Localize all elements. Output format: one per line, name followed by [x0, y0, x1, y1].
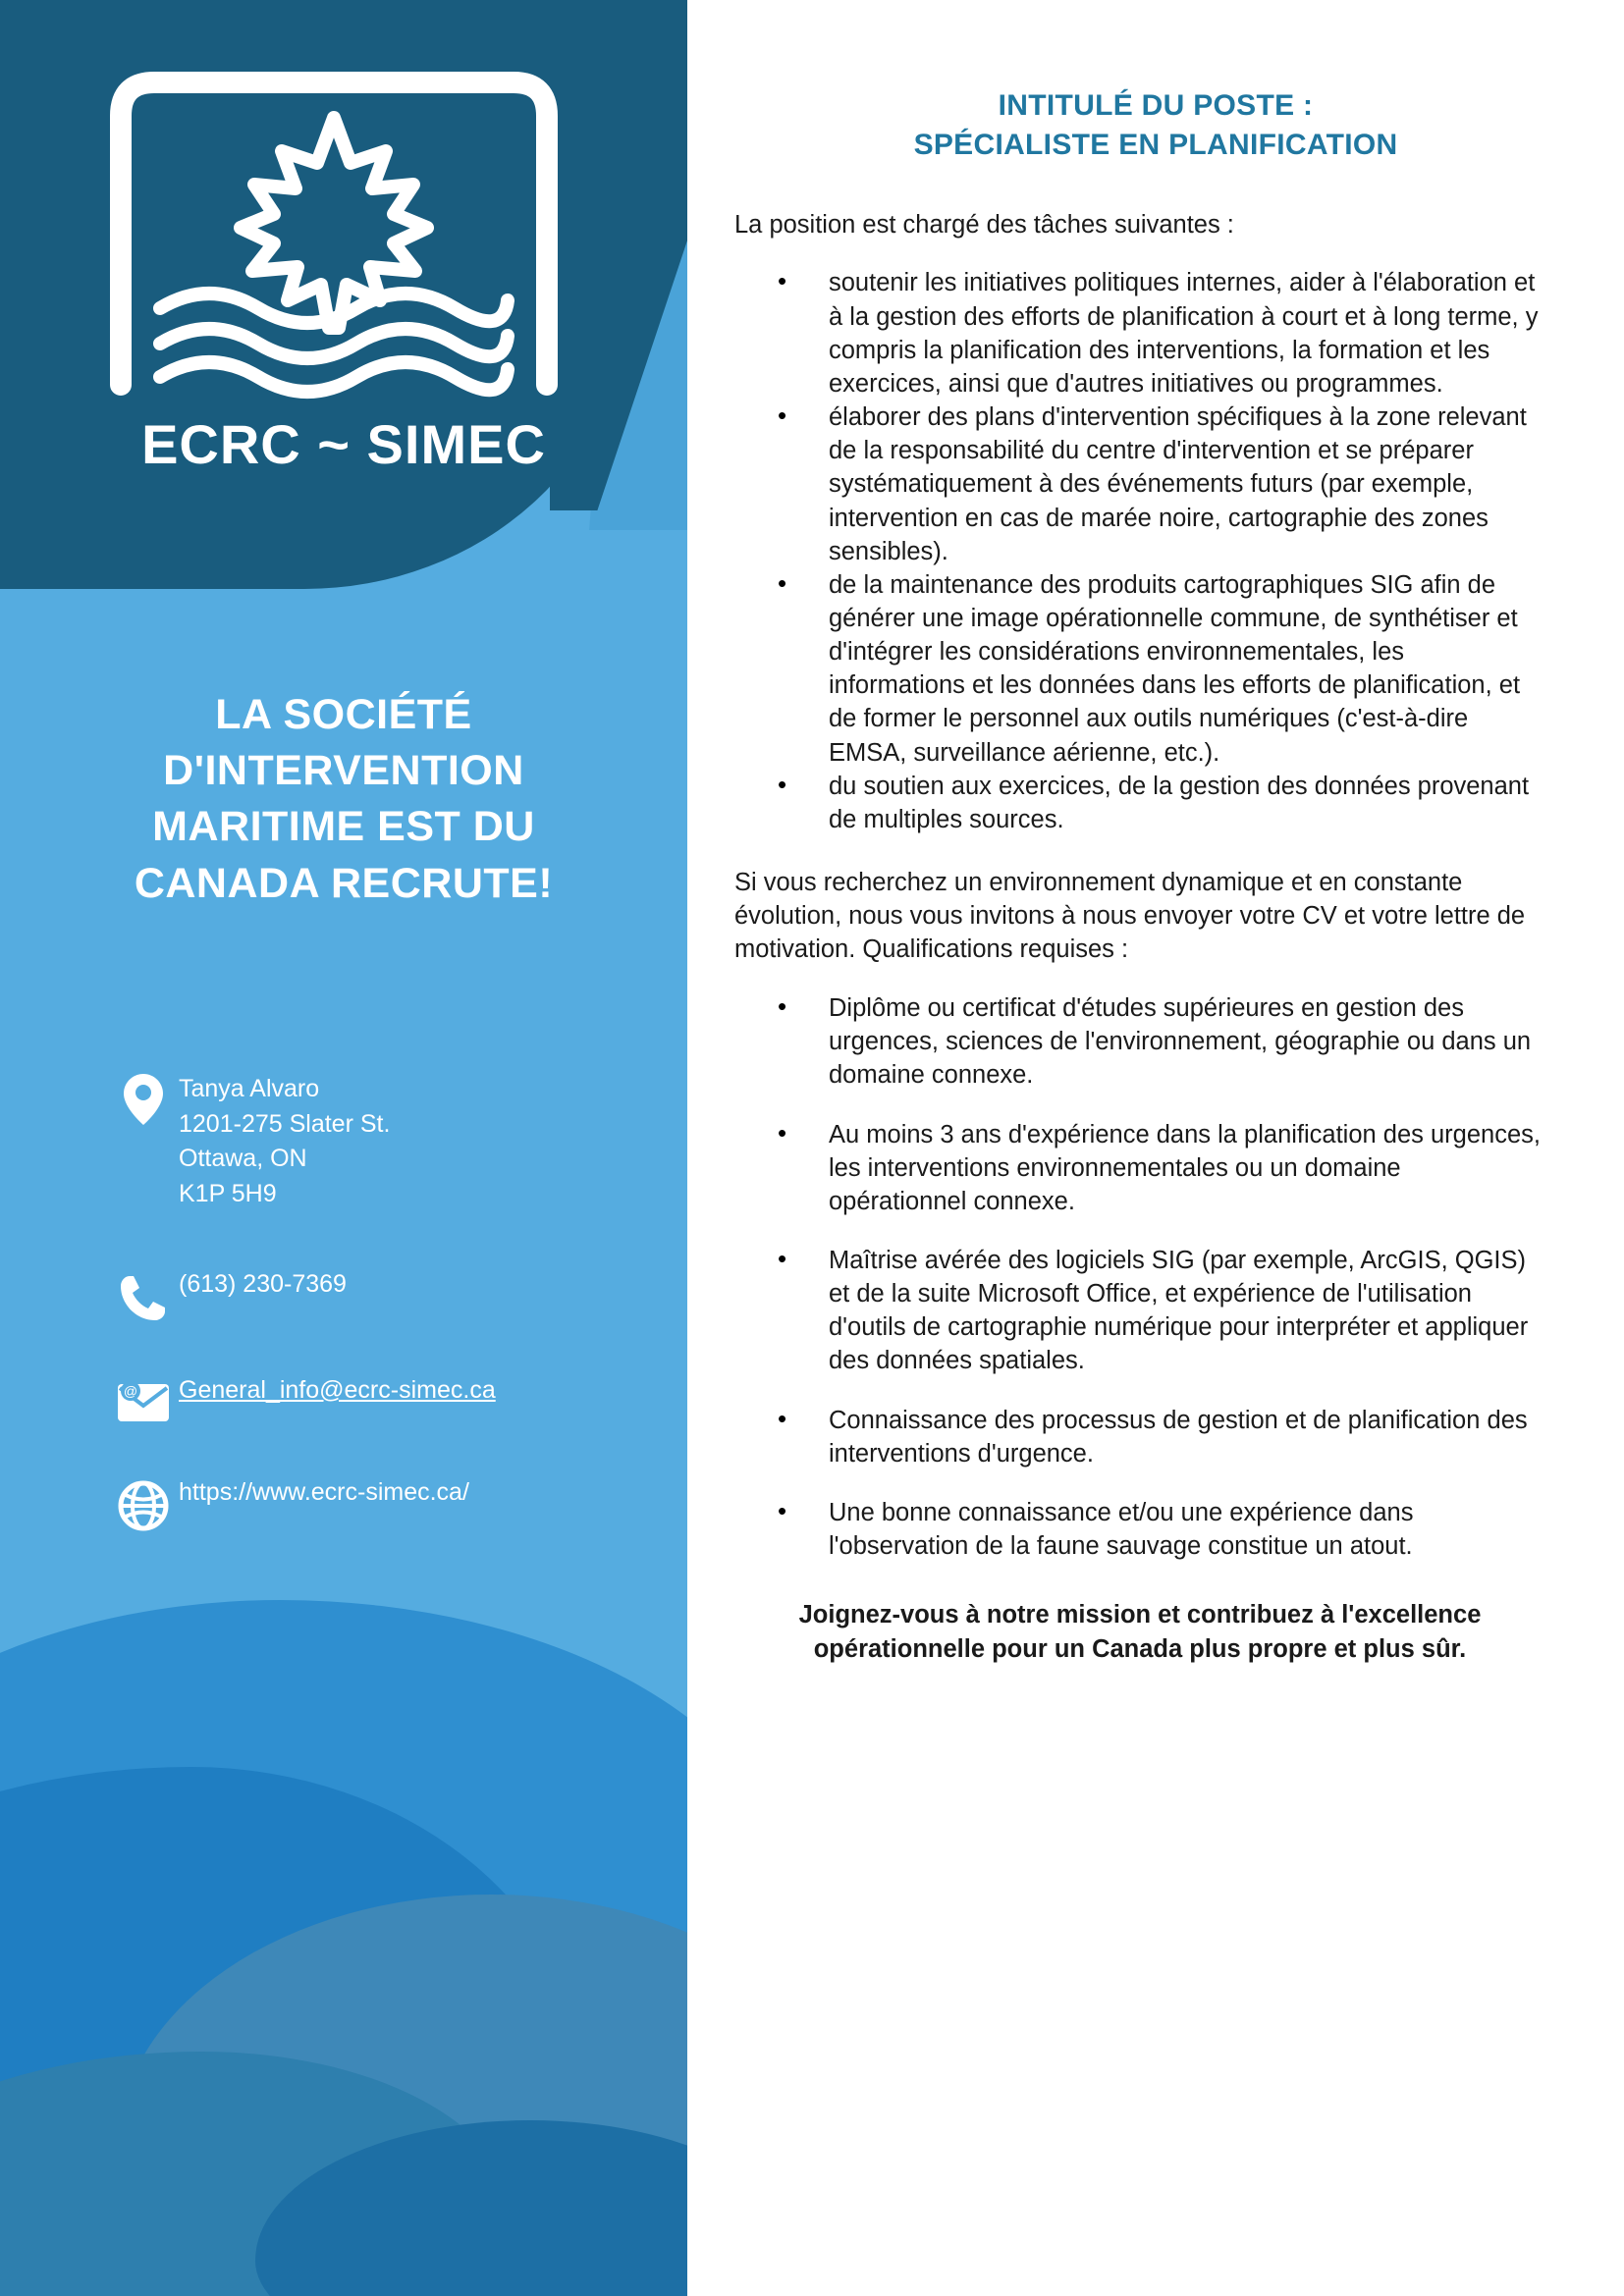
logo-mark-icon — [103, 61, 565, 414]
task-item: • du soutien aux exercices, de la gestion des données provenant de multiples sources. — [734, 770, 1545, 836]
contact-website-url[interactable]: https://www.ecrc-simec.ca/ — [179, 1478, 469, 1506]
contact-email-row[interactable] — [108, 1376, 619, 1425]
contact-address-line1: 1201-275 Slater St. — [179, 1109, 391, 1138]
task-item: • soutenir les initiatives politiques internes, aider à l'élaboration et à la gestion des efforts de planification à court et à long terme, y compris la planification des interventions, la formation et les exercices, ainsi que d'autres initiatives ou programmes. — [734, 266, 1545, 400]
job-body — [734, 208, 1545, 1667]
contact-block — [108, 1070, 619, 1584]
contact-name: Tanya Alvaro — [179, 1075, 320, 1102]
qualification-item: • Maîtrise avérée des logiciels SIG (par exemple, ArcGIS, QGIS) et de la suite Microsoft Office, et expérience de l'utilisation d'outils de cartographie numérique pour interpréter et appliquer des données spatiales. — [734, 1244, 1545, 1378]
tasks-list — [734, 266, 1545, 836]
ecrc-simec-logo — [103, 61, 565, 414]
qualification-item: • Au moins 3 ans d'expérience dans la planification des urgences, les interventions environnementales ou un domaine opérationnel connexe. — [734, 1118, 1545, 1218]
qualification-item: • Connaissance des processus de gestion et de planification des interventions d'urgence. — [734, 1404, 1545, 1470]
svg-text:@: @ — [123, 1383, 138, 1399]
recruitment-headline: LA SOCIÉTÉ D'INTERVENTION MARITIME EST DU CANADA RECRUTE! — [134, 691, 554, 907]
globe-icon — [108, 1478, 179, 1531]
tasks-intro: La position est chargé des tâches suivantes : — [734, 210, 1234, 239]
sidebar — [0, 0, 687, 2296]
contact-phone-row[interactable] — [108, 1270, 619, 1323]
closing-statement: Joignez-vous à notre mission et contribuez à l'excellence opérationnelle pour un Canada plus propre et plus sûr. — [798, 1601, 1482, 1663]
contact-address-line3: K1P 5H9 — [179, 1179, 277, 1207]
location-pin-icon — [108, 1070, 179, 1127]
contact-website-row[interactable] — [108, 1478, 619, 1531]
contact-phone-number[interactable]: (613) 230-7369 — [179, 1270, 347, 1298]
envelope-at-icon — [108, 1376, 179, 1425]
application-invitation: Si vous recherchez un environnement dynamique et en constante évolution, nous vous invitons à nous envoyer votre CV et votre lettre de motivation. Qualifications requises : — [734, 869, 1526, 964]
contact-address-line2: Ottawa, ON — [179, 1145, 307, 1172]
qualification-item: • Une bonne connaissance et/ou une expérience dans l'observation de la faune sauvage constitue un atout. — [734, 1496, 1545, 1563]
job-title-line2: SPÉCIALISTE EN PLANIFICATION — [913, 128, 1398, 161]
logo-wordmark: ECRC ~ SIMEC — [141, 413, 546, 475]
task-item: • de la maintenance des produits cartographiques SIG afin de générer une image opérationnelle commune, de synthétiser et d'intégrer les considérations environnementales, les informations et les données dans les efforts de planification, et de former le personnel aux outils numériques (c'est-à-dire EMSA, surveillance aérienne, etc.). — [734, 568, 1545, 770]
contact-email-link[interactable]: General_info@ecrc-simec.ca — [179, 1376, 496, 1404]
job-title-line1: INTITULÉ DU POSTE : — [998, 89, 1314, 122]
task-item: • élaborer des plans d'intervention spécifiques à la zone relevant de la responsabilité du centre d'intervention et se préparer systématiquement à des événements futurs (par exemple, intervention en cas de marée noire, cartographie des zones sensibles). — [734, 400, 1545, 568]
contact-address-row — [108, 1070, 619, 1211]
qualification-item: • Diplôme ou certificat d'études supérieures en gestion des urgences, sciences de l'environnement, géographie ou dans un domaine connexe. — [734, 991, 1545, 1092]
contact-address — [179, 1070, 390, 1211]
job-description-panel — [687, 0, 1624, 2296]
job-title — [766, 86, 1545, 165]
qualifications-list — [734, 991, 1545, 1563]
phone-icon — [108, 1270, 179, 1323]
